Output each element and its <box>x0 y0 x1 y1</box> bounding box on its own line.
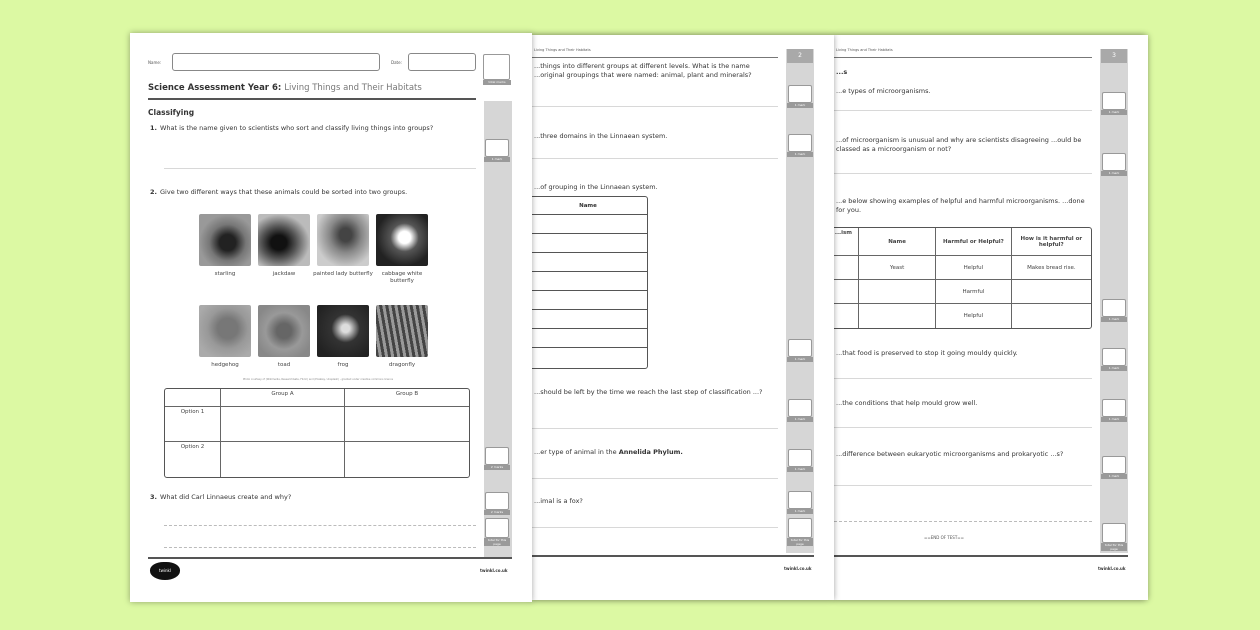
mark-label: 1 mark <box>787 417 813 422</box>
mark-box[interactable] <box>1102 92 1126 110</box>
jackdaw-photo <box>258 214 310 266</box>
mark-label: 1 mark <box>787 357 813 362</box>
starling-photo <box>199 214 251 266</box>
table-row <box>165 407 469 442</box>
table-row[interactable] <box>532 253 647 272</box>
animal-caption: frog <box>337 362 349 368</box>
footer-url: twinkl.co.uk <box>784 566 812 571</box>
footer-url: twinkl.co.uk <box>1098 566 1126 571</box>
table-cell[interactable] <box>834 304 859 328</box>
table-cell: Harmful <box>936 280 1011 304</box>
table-row <box>834 280 1091 304</box>
question: ...that food is preserved to stop it going mouldy quickly. <box>836 349 1018 357</box>
answer-line[interactable] <box>834 378 1092 379</box>
answer-line[interactable] <box>532 158 778 159</box>
animal-caption: hedgehog <box>211 362 239 368</box>
answer-cell[interactable] <box>345 442 469 477</box>
section-heading: ...s <box>836 68 848 76</box>
table-header: Name <box>532 197 647 215</box>
answer-line[interactable] <box>834 427 1092 428</box>
footer-url: twinkl.co.uk <box>480 568 508 573</box>
mark-label: 1 mark <box>787 152 813 157</box>
dragonfly-photo <box>376 305 428 357</box>
mark-label: 1 mark <box>1101 110 1127 115</box>
name-field[interactable] <box>172 53 380 71</box>
date-label: Date: <box>391 60 402 65</box>
answer-cell[interactable] <box>221 407 345 442</box>
page-header: Living Things and Their Habitats <box>836 48 893 52</box>
table-row[interactable] <box>532 348 647 367</box>
page-number: 3 <box>1101 49 1127 63</box>
table-row[interactable] <box>532 215 647 234</box>
table-row[interactable] <box>532 272 647 291</box>
mark-label: 1 mark <box>787 103 813 108</box>
microorganism-table <box>834 227 1092 329</box>
answer-line[interactable] <box>834 110 1092 111</box>
mark-label: 1 mark <box>1101 417 1127 422</box>
answer-line[interactable] <box>532 106 778 107</box>
table-row[interactable] <box>532 291 647 310</box>
table-cell[interactable] <box>859 304 936 328</box>
worksheet-page-3 <box>834 35 1148 600</box>
title-divider <box>148 98 476 100</box>
toad-photo <box>258 305 310 357</box>
mark-label: 1 mark <box>787 467 813 472</box>
question-1: 1. What is the name given to scientists who sort and classify living things into groups? <box>150 124 434 132</box>
hedgehog-photo <box>199 305 251 357</box>
table-row[interactable] <box>532 234 647 253</box>
mark-box[interactable] <box>788 491 812 509</box>
table-header <box>165 389 221 407</box>
animal-caption: cabbage white butterfly <box>381 271 423 284</box>
answer-line[interactable] <box>834 521 1092 522</box>
question: ...things into different groups at different levels. What is the name ...original groupings that were named: animal, plant and minerals? <box>534 62 752 79</box>
worksheet-page-1 <box>130 33 532 602</box>
mark-label: 1 mark <box>484 157 510 162</box>
footer-divider <box>148 557 512 559</box>
table-header: Group A <box>221 389 345 407</box>
answer-line-1[interactable] <box>164 168 476 169</box>
question-3: 3. What did Carl Linnaeus create and why? <box>150 493 292 501</box>
mark-box[interactable] <box>1102 299 1126 317</box>
mark-box[interactable] <box>485 139 509 157</box>
table-header: Harmful or Helpful? <box>936 228 1011 256</box>
question: ...difference between eukaryotic microorganisms and prokaryotic ...s? <box>836 450 1064 458</box>
answer-line-3a[interactable] <box>164 525 476 526</box>
answer-line[interactable] <box>532 527 778 528</box>
mark-box[interactable] <box>788 339 812 357</box>
question: ...should be left by the time we reach the last step of classification ...? <box>534 388 763 396</box>
table-cell[interactable] <box>834 256 859 280</box>
table-cell[interactable] <box>1012 304 1091 328</box>
mark-box[interactable] <box>1102 456 1126 474</box>
mark-box[interactable] <box>1102 153 1126 171</box>
header-divider <box>834 57 1092 58</box>
mark-label: 1 mark <box>1101 474 1127 479</box>
page-total-label: total for this page <box>787 538 813 546</box>
answer-line[interactable] <box>834 485 1092 486</box>
table-row[interactable] <box>532 310 647 329</box>
table-row <box>165 442 469 477</box>
date-field[interactable] <box>408 53 476 71</box>
table-cell: Helpful <box>936 256 1011 280</box>
mark-column <box>786 49 814 553</box>
table-cell[interactable] <box>834 280 859 304</box>
page-total-box[interactable] <box>788 518 812 538</box>
mark-box[interactable] <box>1102 348 1126 366</box>
mark-box[interactable] <box>485 447 509 465</box>
question: ...of grouping in the Linnaean system. <box>534 183 658 191</box>
mark-box[interactable] <box>788 449 812 467</box>
animal-caption: jackdaw <box>272 271 296 277</box>
table-row[interactable] <box>532 329 647 348</box>
title-light: Living Things and Their Habitats <box>284 83 422 93</box>
question: ...the conditions that help mould grow well. <box>836 399 978 407</box>
mark-box[interactable] <box>788 85 812 103</box>
row-label: Option 2 <box>165 442 221 477</box>
table-header: ...ism <box>834 228 859 256</box>
table-header: How is it harmful or helpful? <box>1012 228 1091 256</box>
cabbage-white-butterfly-photo <box>376 214 428 266</box>
mark-label: 1 mark <box>1101 171 1127 176</box>
table-cell[interactable] <box>859 280 936 304</box>
row-label: Option 1 <box>165 407 221 442</box>
mark-label: 1 mark <box>787 509 813 514</box>
page-number: 2 <box>787 49 813 63</box>
mark-label: 2 marks <box>484 465 510 470</box>
answer-cell[interactable] <box>345 407 469 442</box>
page-title <box>148 83 422 93</box>
question: ...three domains in the Linnaean system. <box>534 132 668 140</box>
worksheet-page-2 <box>532 35 834 600</box>
mark-label: 2 marks <box>484 510 510 515</box>
table-row <box>834 256 1091 280</box>
answer-line[interactable] <box>834 173 1092 174</box>
mark-box[interactable] <box>1102 399 1126 417</box>
grouping-table <box>164 388 470 478</box>
twinkl-logo: twinkl <box>150 562 180 580</box>
total-marks-box[interactable] <box>483 54 510 80</box>
photo-credits: Photo courtesy of (Wikimedia, ResearchGate, Flickr) and (Pixabay, Unsplash) - granted under creative commons licence <box>243 378 393 381</box>
page-header: Living Things and Their Habitats <box>534 48 591 52</box>
table-header: Name <box>859 228 936 256</box>
table-cell[interactable] <box>1012 280 1091 304</box>
title-bold: Science Assessment Year 6: <box>148 83 282 93</box>
mark-label: 1 mark <box>1101 366 1127 371</box>
table-row <box>834 304 1091 328</box>
animal-caption: painted lady butterfly <box>313 271 373 277</box>
mark-column <box>484 101 512 557</box>
answer-line-3b[interactable] <box>164 547 476 548</box>
name-table <box>532 196 648 369</box>
painted-lady-butterfly-photo <box>317 214 369 266</box>
header-divider <box>532 57 778 58</box>
end-of-test: ==END OF TEST== <box>924 535 964 540</box>
footer-divider <box>532 555 814 557</box>
answer-line[interactable] <box>532 428 778 429</box>
table-header: Group B <box>345 389 469 407</box>
name-label: Name: <box>148 60 162 65</box>
mark-box[interactable] <box>485 492 509 510</box>
mark-label: 1 mark <box>1101 317 1127 322</box>
mark-box[interactable] <box>788 399 812 417</box>
table-cell: Helpful <box>936 304 1011 328</box>
answer-line[interactable] <box>532 478 778 479</box>
table-cell: Yeast <box>859 256 936 280</box>
question: ...of microorganism is unusual and why are scientists disagreeing ...ould be classed as a microorganism or not? <box>836 136 1082 153</box>
question: ...imal is a fox? <box>534 497 583 505</box>
question: ...e types of microorganisms. <box>836 87 931 95</box>
page-total-box[interactable] <box>485 518 509 538</box>
table-cell: Makes bread rise. <box>1012 256 1091 280</box>
question: ...e below showing examples of helpful and harmful microorganisms. ...done for you. <box>836 197 1085 214</box>
footer-divider <box>834 555 1128 557</box>
animal-caption: starling <box>214 271 236 277</box>
page-total-label: total for this page <box>484 538 510 546</box>
page-total-label: total for this page <box>1101 543 1127 551</box>
section-heading: Classifying <box>148 108 195 117</box>
page-total-box[interactable] <box>1102 523 1126 543</box>
animal-caption: toad <box>277 362 291 368</box>
mark-box[interactable] <box>788 134 812 152</box>
answer-cell[interactable] <box>221 442 345 477</box>
animal-caption: dragonfly <box>388 362 416 368</box>
total-marks-label: total marks <box>483 80 511 85</box>
frog-photo <box>317 305 369 357</box>
question-2: 2. Give two different ways that these animals could be sorted into two groups. <box>150 188 408 196</box>
question-annelida: ...er type of animal in the Annelida Phylum. <box>534 448 683 456</box>
